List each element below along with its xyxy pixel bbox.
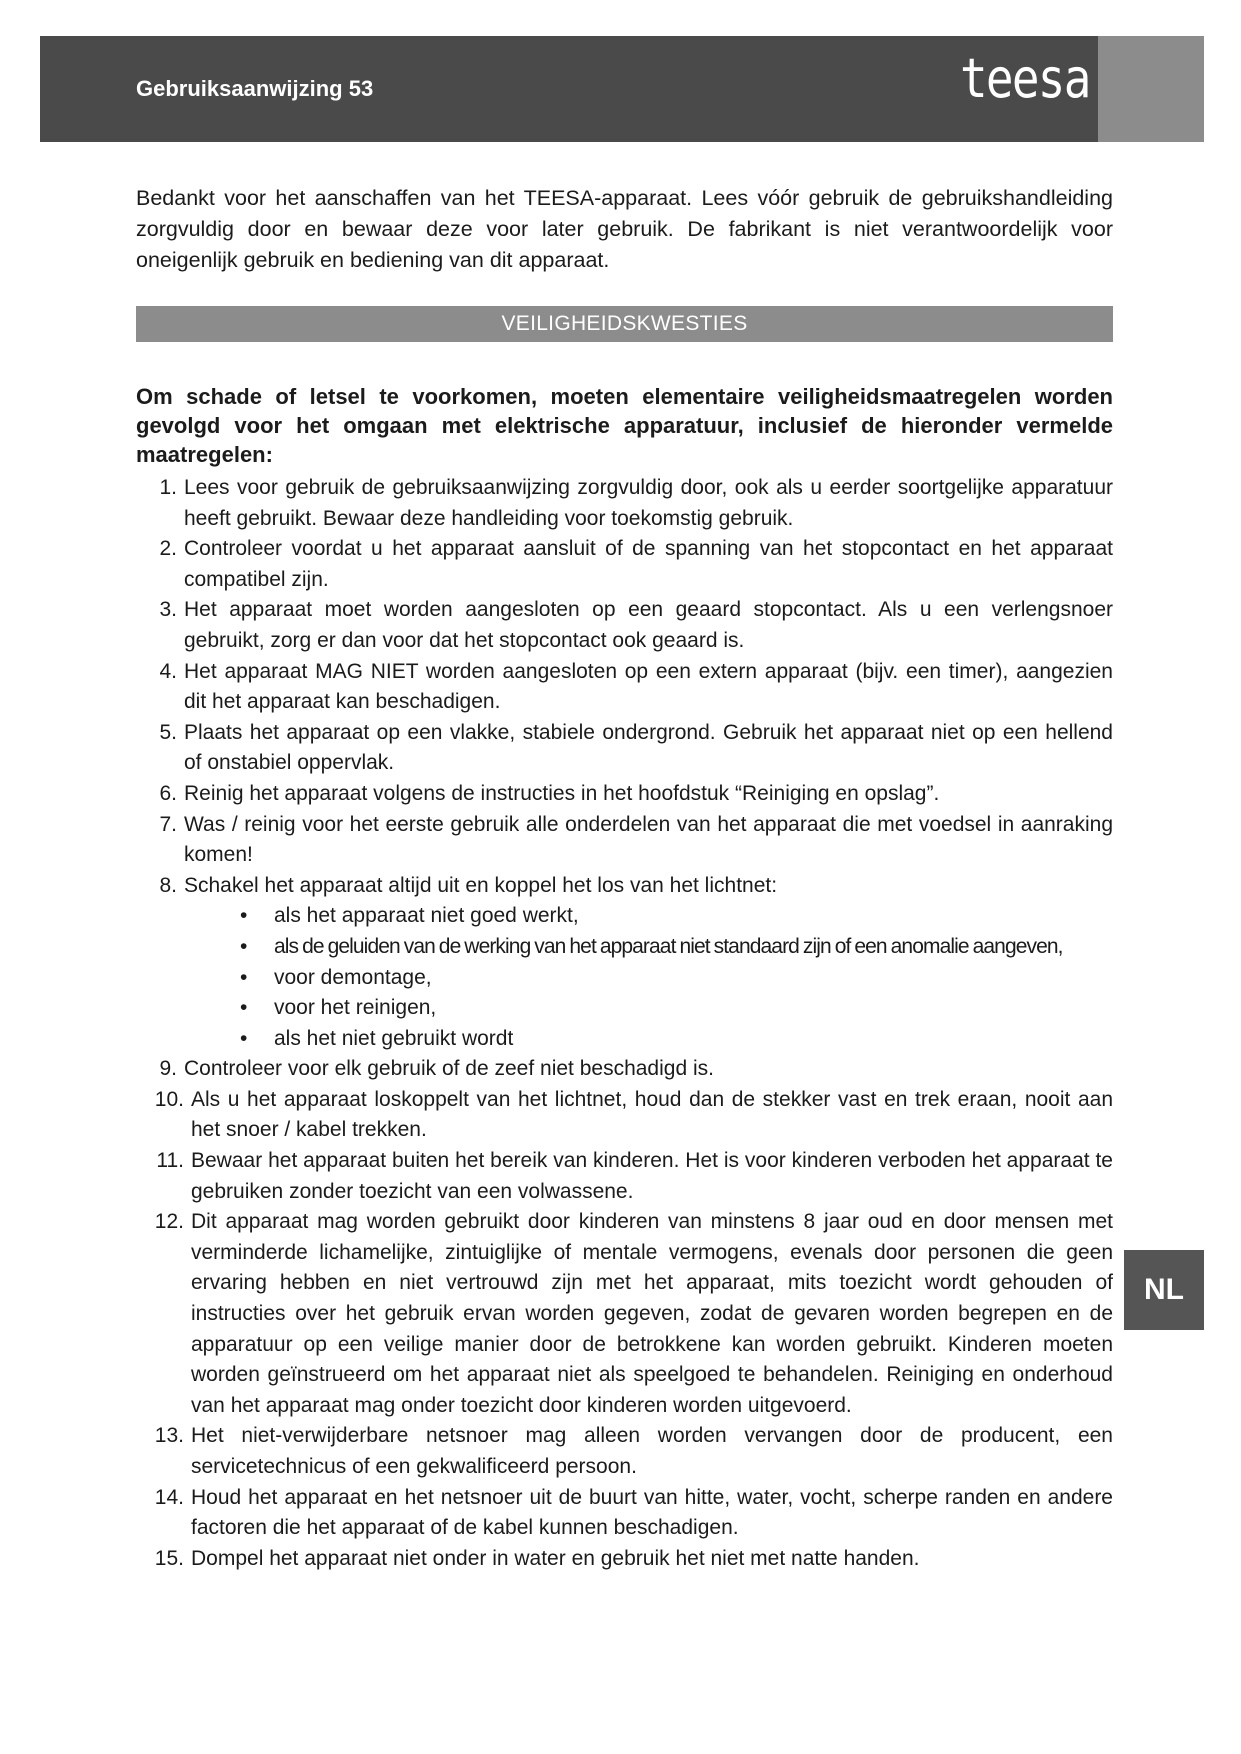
item-number: 6.: [159, 781, 177, 805]
item-text: Controleer voor elk gebruik of de zeef niet beschadigd is.: [184, 1057, 714, 1081]
bullet-icon: •: [240, 934, 248, 958]
list-item: [136, 1483, 1113, 1544]
sub-item-text: als het niet gebruikt wordt: [274, 1026, 514, 1050]
bullet-icon: •: [240, 1026, 248, 1050]
item-text: Controleer voordat u het apparaat aansluit of de spanning van het stopcontact en het apparaat compatibel zijn.: [184, 537, 1113, 591]
item-number: 8.: [159, 873, 177, 897]
item-number: 3.: [159, 598, 177, 622]
sub-item-text: voor demontage,: [274, 965, 432, 989]
list-item: [136, 657, 1113, 718]
language-tab: NL: [1124, 1250, 1204, 1330]
teesa-logo: teesa: [960, 47, 1090, 110]
list-item: [136, 1085, 1113, 1146]
item-number: 10.: [154, 1087, 184, 1111]
list-item: [136, 810, 1113, 871]
item-text: Bewaar het apparaat buiten het bereik van kinderen. Het is voor kinderen verboden het apparaat te gebruiken zonder toezicht van een volwassene.: [191, 1149, 1113, 1203]
item-number: 9.: [159, 1057, 177, 1081]
sub-list-item: [240, 963, 1113, 994]
item-number: 1.: [159, 476, 177, 499]
item-number: 11.: [156, 1149, 184, 1173]
header-title: Gebruiksaanwijzing 53: [136, 76, 374, 101]
page-header: [40, 36, 1204, 142]
item-number: 2.: [159, 537, 177, 561]
item-number: 13.: [154, 1424, 184, 1448]
item-number: 5.: [159, 720, 177, 744]
item-text: Houd het apparaat en het netsnoer uit de buurt van hitte, water, vocht, scherpe randen en andere factoren die het apparaat of de kabel kunnen beschadigen.: [191, 1485, 1113, 1540]
item-text: Het apparaat MAG NIET worden aangesloten op een extern apparaat (bijv. een timer), aangezien dit het apparaat kan beschadigen.: [184, 659, 1113, 714]
list-item: [136, 1544, 1113, 1575]
list-item: [136, 1207, 1113, 1421]
bullet-icon: •: [240, 965, 248, 989]
item-text: Lees voor gebruik de gebruiksaanwijzing zorgvuldig door, ook als u eerder soortgelijke apparatuur heeft gebruikt. Bewaar deze handleiding voor toekomstig gebruik.: [184, 476, 1113, 530]
item-text: Als u het apparaat loskoppelt van het lichtnet, houd dan de stekker vast en trek eraan, nooit aan het snoer / kabel trekken.: [191, 1087, 1113, 1142]
sub-item-text: als het apparaat niet goed werkt,: [274, 904, 579, 928]
disconnect-conditions-list: [184, 901, 1113, 1054]
bullet-icon: •: [240, 904, 248, 928]
list-item: [136, 1146, 1113, 1207]
list-item: [136, 595, 1113, 656]
intro-paragraph: Bedankt voor het aanschaffen van het TEESA-apparaat. Lees vóór gebruik de gebruikshandleiding zorgvuldig door en bewaar deze voor later gebruik. De fabrikant is niet verantwoordelijk voor oneigenlijk gebruik en bediening van dit apparaat.: [136, 186, 1113, 272]
item-text: Schakel het apparaat altijd uit en koppel het los van het lichtnet:: [184, 873, 778, 897]
item-text: Het apparaat moet worden aangesloten op een geaard stopcontact. Als u een verlengsnoer gebruikt, zorg er dan voor dat het stopcontact ook geaard is.: [184, 598, 1113, 652]
item-text: Plaats het apparaat op een vlakke, stabiele ondergrond. Gebruik het apparaat niet op een hellend of onstabiel oppervlak.: [184, 720, 1113, 775]
item-text: Het niet-verwijderbare netsnoer mag alleen worden vervangen door de producent, een servicetechnicus of een gekwalificeerd persoon.: [191, 1424, 1113, 1478]
item-number: 7.: [159, 812, 177, 836]
safety-lead: Om schade of letsel te voorkomen, moeten elementaire veiligheidsmaatregelen worden gevolgd voor het omgaan met elektrische apparatuur, inclusief de hieronder vermelde maatregelen:: [136, 384, 1113, 467]
header-accent-block: [1098, 36, 1204, 142]
list-item: [136, 779, 1113, 810]
list-item: [136, 534, 1113, 595]
item-text: Was / reinig voor het eerste gebruik alle onderdelen van het apparaat die met voedsel in aanraking komen!: [184, 812, 1113, 867]
sub-item-text: voor het reinigen,: [274, 996, 437, 1020]
list-item: [136, 871, 1113, 1055]
sub-list-item: [240, 932, 1113, 963]
item-text: Dompel het apparaat niet onder in water en gebruik het niet met natte handen.: [191, 1546, 920, 1570]
item-number: 12.: [154, 1210, 184, 1234]
page-content: [136, 183, 1113, 1574]
item-number: 15.: [154, 1546, 184, 1570]
sub-list-item: [240, 993, 1113, 1024]
item-text: Dit apparaat mag worden gebruikt door kinderen van minstens 8 jaar oud en door mensen met verminderde lichamelijke, zintuiglijke of mentale vermogens, evenals door personen die geen ervaring hebben en niet vertrouwd zijn met het apparaat, mits toezicht wordt gehouden of instructies over het gebruik ervan worden gegeven, zodat de gevaren worden begrepen en de apparatuur op een veilige manier door de betrokkene kan worden gebruikt. Kinderen moeten worden geïnstrueerd om het apparaat niet als speelgoed te behandelen. Reiniging en onderhoud van het apparaat mag onder toezicht door kinderen worden uitgevoerd.: [191, 1210, 1113, 1417]
bullet-icon: •: [240, 996, 248, 1020]
list-item: [136, 1421, 1113, 1482]
safety-rules-list: [136, 473, 1113, 1574]
item-number: 14.: [154, 1485, 184, 1509]
item-number: 4.: [159, 659, 177, 683]
sub-list-item: [240, 901, 1113, 932]
list-item: [136, 473, 1113, 534]
section-title: VEILIGHEIDSKWESTIES: [136, 306, 1113, 342]
list-item: [136, 718, 1113, 779]
item-text: Reinig het apparaat volgens de instructies in het hoofdstuk “Reiniging en opslag”.: [184, 781, 940, 805]
sub-list-item: [240, 1024, 1113, 1055]
list-item: [136, 1054, 1113, 1085]
sub-item-text: als de geluiden van de werking van het apparaat niet standaard zijn of een anomalie aangeven,: [274, 934, 1063, 958]
